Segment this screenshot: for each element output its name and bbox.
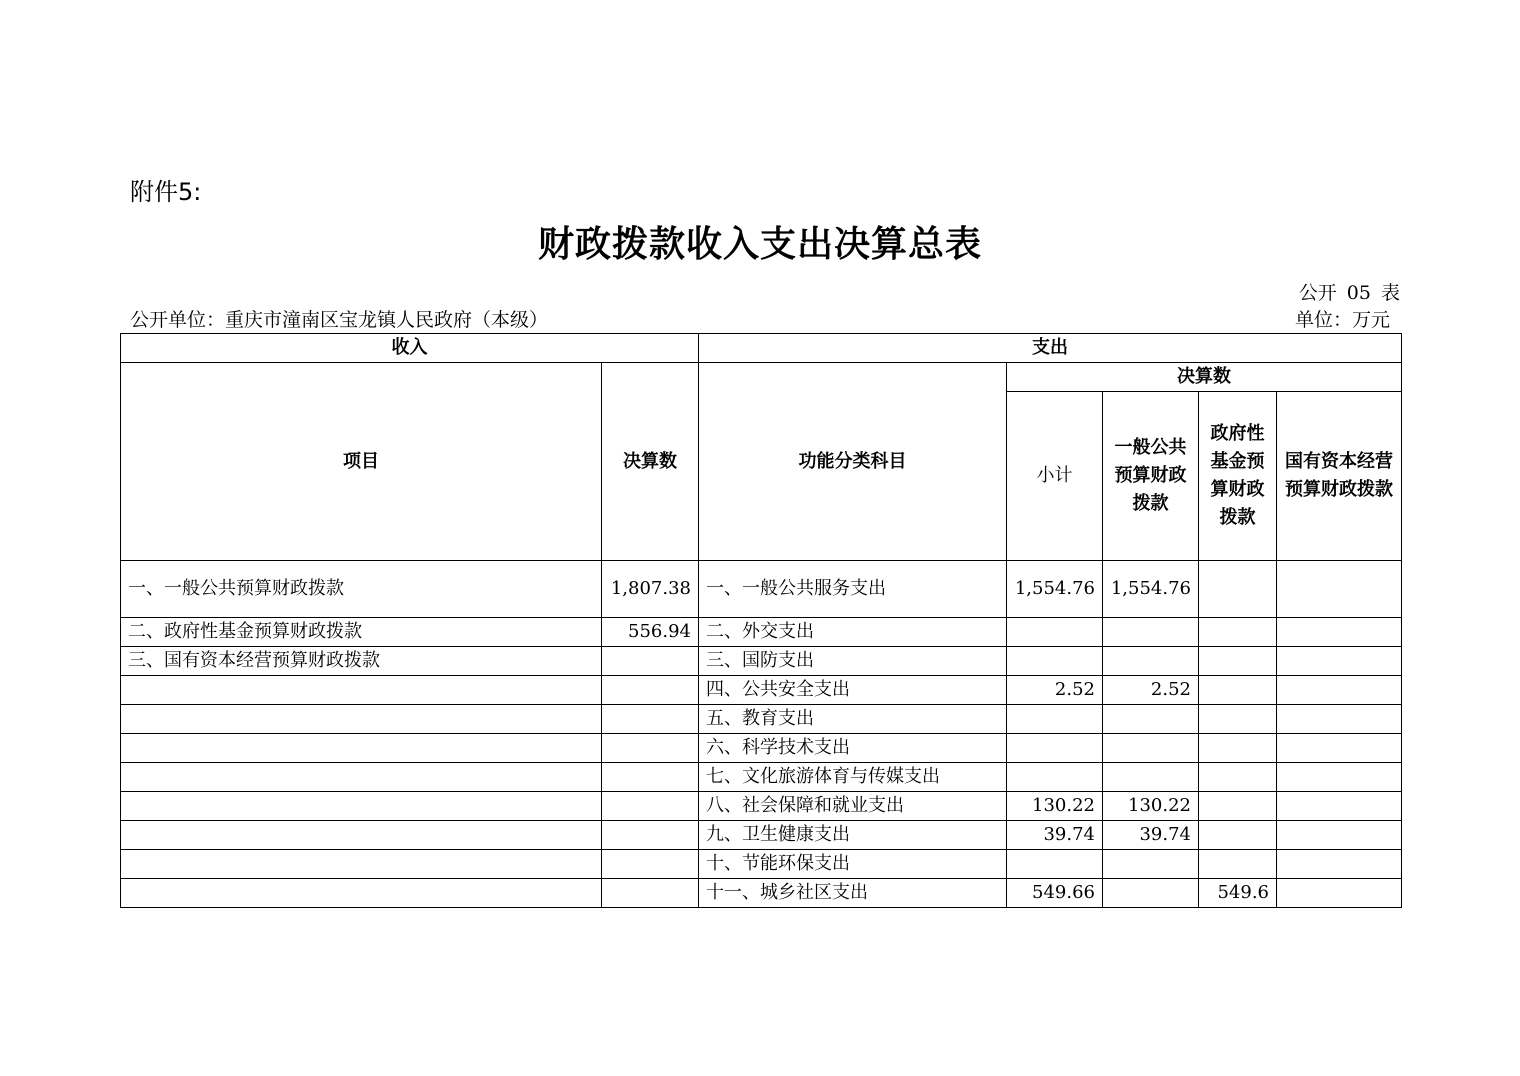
row-subtotal bbox=[1007, 734, 1103, 763]
row-fund bbox=[1199, 792, 1277, 821]
row-general: 130.22 bbox=[1103, 792, 1199, 821]
row-subtotal bbox=[1007, 763, 1103, 792]
row-general bbox=[1103, 763, 1199, 792]
row-function: 一、一般公共服务支出 bbox=[699, 561, 1007, 618]
row-function: 二、外交支出 bbox=[699, 618, 1007, 647]
row-item bbox=[121, 705, 602, 734]
row-item: 二、政府性基金预算财政拨款 bbox=[121, 618, 602, 647]
page-title: 财政拨款收入支出决算总表 bbox=[537, 224, 982, 265]
form-code: 公开 05 表 bbox=[1298, 282, 1400, 304]
table-row bbox=[121, 676, 1402, 705]
row-fund bbox=[1199, 763, 1277, 792]
row-item bbox=[121, 821, 602, 850]
table-row bbox=[121, 734, 1402, 763]
row-item bbox=[121, 734, 602, 763]
row-income: 1,807.38 bbox=[602, 561, 699, 618]
row-income bbox=[602, 647, 699, 676]
row-item bbox=[121, 850, 602, 879]
row-fund bbox=[1199, 734, 1277, 763]
row-state bbox=[1277, 821, 1402, 850]
row-state bbox=[1277, 850, 1402, 879]
col-state-header: 国有资本经营预算财政拨款 bbox=[1277, 392, 1402, 561]
row-item bbox=[121, 792, 602, 821]
col-function-header: 功能分类科目 bbox=[699, 363, 1007, 561]
row-income bbox=[602, 676, 699, 705]
col-amount-group-header: 决算数 bbox=[1007, 363, 1402, 392]
col-income-amount-header: 决算数 bbox=[602, 363, 699, 561]
row-item bbox=[121, 763, 602, 792]
row-function: 十、节能环保支出 bbox=[699, 850, 1007, 879]
unit-org: 公开单位：重庆市潼南区宝龙镇人民政府（本级） bbox=[130, 309, 549, 331]
row-state bbox=[1277, 763, 1402, 792]
row-item bbox=[121, 879, 602, 908]
row-subtotal bbox=[1007, 705, 1103, 734]
row-income bbox=[602, 705, 699, 734]
row-fund bbox=[1199, 676, 1277, 705]
table-row bbox=[121, 879, 1402, 908]
row-subtotal: 2.52 bbox=[1007, 676, 1103, 705]
row-income bbox=[602, 879, 699, 908]
attachment-label: 附件5: bbox=[130, 178, 202, 206]
row-fund bbox=[1199, 561, 1277, 618]
col-general-header: 一般公共预算财政拨款 bbox=[1103, 392, 1199, 561]
row-state bbox=[1277, 561, 1402, 618]
row-fund: 549.6 bbox=[1199, 879, 1277, 908]
row-general: 39.74 bbox=[1103, 821, 1199, 850]
col-item-header: 项目 bbox=[121, 363, 602, 561]
row-subtotal bbox=[1007, 850, 1103, 879]
row-state bbox=[1277, 792, 1402, 821]
table-row bbox=[121, 705, 1402, 734]
row-general bbox=[1103, 618, 1199, 647]
row-general bbox=[1103, 879, 1199, 908]
row-function: 七、文化旅游体育与传媒支出 bbox=[699, 763, 1007, 792]
row-general bbox=[1103, 705, 1199, 734]
row-income: 556.94 bbox=[602, 618, 699, 647]
row-general: 1,554.76 bbox=[1103, 561, 1199, 618]
row-function: 四、公共安全支出 bbox=[699, 676, 1007, 705]
row-fund bbox=[1199, 647, 1277, 676]
row-state bbox=[1277, 647, 1402, 676]
unit-line bbox=[130, 305, 1390, 332]
row-subtotal: 549.66 bbox=[1007, 879, 1103, 908]
row-state bbox=[1277, 705, 1402, 734]
income-header: 收入 bbox=[121, 334, 699, 363]
row-income bbox=[602, 763, 699, 792]
row-subtotal bbox=[1007, 647, 1103, 676]
row-general bbox=[1103, 734, 1199, 763]
row-function: 九、卫生健康支出 bbox=[699, 821, 1007, 850]
row-item: 一、一般公共预算财政拨款 bbox=[121, 561, 602, 618]
col-subtotal-header: 小计 bbox=[1007, 392, 1103, 561]
row-income bbox=[602, 850, 699, 879]
row-item bbox=[121, 676, 602, 705]
budget-table bbox=[120, 333, 1402, 908]
row-fund bbox=[1199, 618, 1277, 647]
row-general bbox=[1103, 850, 1199, 879]
table-row bbox=[121, 850, 1402, 879]
row-state bbox=[1277, 618, 1402, 647]
row-fund bbox=[1199, 705, 1277, 734]
expense-header: 支出 bbox=[699, 334, 1402, 363]
table-row bbox=[121, 821, 1402, 850]
table-row bbox=[121, 561, 1402, 618]
row-function: 八、社会保障和就业支出 bbox=[699, 792, 1007, 821]
table-row bbox=[121, 792, 1402, 821]
row-general: 2.52 bbox=[1103, 676, 1199, 705]
row-subtotal: 130.22 bbox=[1007, 792, 1103, 821]
row-state bbox=[1277, 676, 1402, 705]
row-fund bbox=[1199, 821, 1277, 850]
col-fund-header: 政府性基金预算财政拨款 bbox=[1199, 392, 1277, 561]
row-item: 三、国有资本经营预算财政拨款 bbox=[121, 647, 602, 676]
row-subtotal: 39.74 bbox=[1007, 821, 1103, 850]
row-income bbox=[602, 734, 699, 763]
row-state bbox=[1277, 734, 1402, 763]
row-subtotal bbox=[1007, 618, 1103, 647]
row-fund bbox=[1199, 850, 1277, 879]
row-general bbox=[1103, 647, 1199, 676]
table-row bbox=[121, 763, 1402, 792]
row-function: 十一、城乡社区支出 bbox=[699, 879, 1007, 908]
table-row bbox=[121, 647, 1402, 676]
row-income bbox=[602, 821, 699, 850]
row-state bbox=[1277, 879, 1402, 908]
unit-measure: 单位：万元 bbox=[1294, 309, 1390, 331]
row-function: 六、科学技术支出 bbox=[699, 734, 1007, 763]
row-function: 三、国防支出 bbox=[699, 647, 1007, 676]
row-income bbox=[602, 792, 699, 821]
table-row bbox=[121, 618, 1402, 647]
row-subtotal: 1,554.76 bbox=[1007, 561, 1103, 618]
row-function: 五、教育支出 bbox=[699, 705, 1007, 734]
